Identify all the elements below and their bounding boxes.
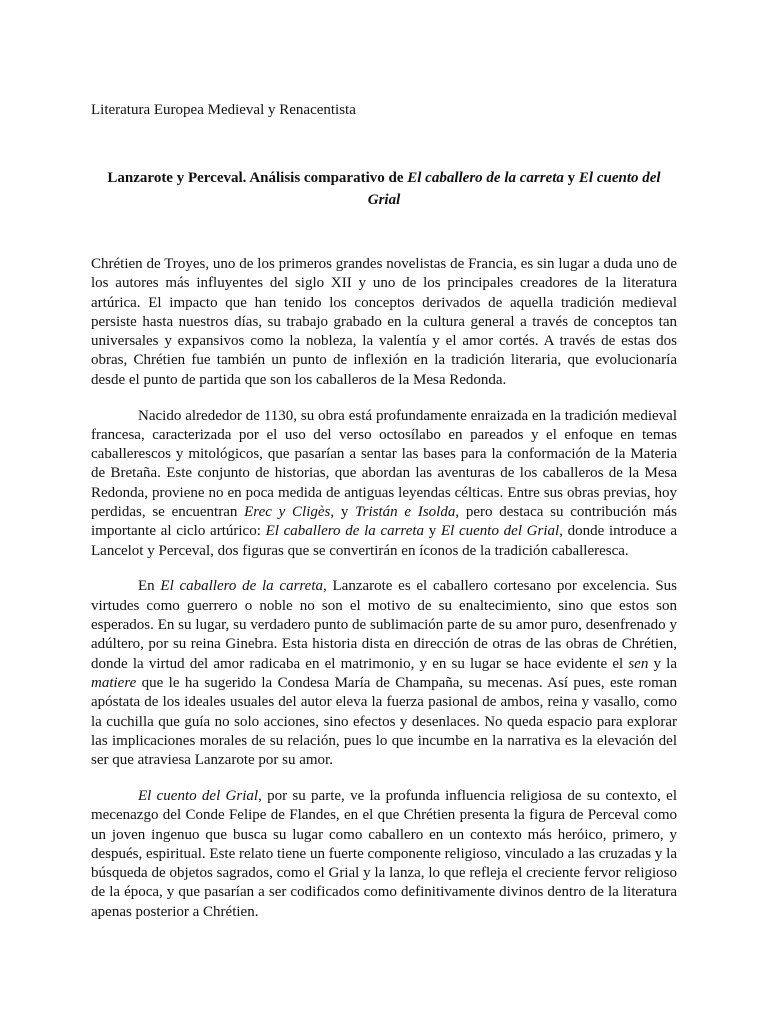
title-conjunction: y bbox=[563, 170, 579, 186]
title-work-carreta: El caballero de la carreta bbox=[407, 170, 564, 186]
term-matiere: matiere bbox=[91, 674, 137, 691]
paragraph-biography bbox=[91, 407, 677, 561]
term-sen: sen bbox=[628, 655, 649, 672]
paragraph-text: , y bbox=[330, 504, 356, 521]
title-text: Lanzarote y Perceval. Análisis comparativo de bbox=[107, 170, 408, 186]
work-title-tristan: Tristán e Isolda bbox=[355, 504, 456, 521]
paragraph-text: , por su parte, ve la profunda influencia religiosa de su contexto, el mecenazgo del Conde Felipe de Flandes, en el que Chrétien presenta la figura de Perceval como un joven ingenuo que busca su lugar como caballero en un contexto más heróico, primero, y después, espiritual. Este relato tiene un fuerte componente religioso, vinculado a las cruzadas y la búsqueda de objetos sagrados, como el Grial y la lanza, lo que refleja el creciente fervor religioso de la época, y que pasarían a ser codificados como definitivamente divinos dentro de la literatura apenas posterior a Chrétien. bbox=[91, 787, 677, 920]
paragraph-text: , donde introduce a Lancelot y Perceval, dos figuras que se convertirán en íconos de la tradición caballeresca. bbox=[91, 523, 678, 559]
document-title bbox=[91, 167, 677, 211]
paragraph-text: Nacido alrededor de 1130, su obra está profundamente enraizada en la tradición medieval francesa, caracterizada por el uso del verso octosílabo en pareados y el enfoque en temas caballerescos y mitológicos, que pasarían a sentar las bases para la conformación de la Materia de Bretaña. Este conjunto de historias, que abordan las aventuras de los caballeros de la Mesa Redonda, proviene no en poca medida de antiguas leyendas célticas. Entre sus obras previas, hoy perdidas, se encuentran bbox=[91, 407, 677, 521]
paragraph-text: que le ha sugerido la Condesa María de Champaña, su mecenas. Así pues, este roman apóstata de los ideales usuales del autor eleva la fuerza pasional de ambos, reina y vasallo, como la cuchilla que guía no solo acciones, sino efectos y desenlaces. No queda espacio para explorar las implicaciones morales de su relación, pues lo que incumbe en la narrativa es la elevación del ser que atraviesa Lanzarote por su amor. bbox=[91, 674, 677, 769]
paragraph-intro: Chrétien de Troyes, uno de los primeros grandes novelistas de Francia, es sin lugar a duda uno de los autores más influyentes del siglo XII y uno de los principales creadores de la literatura artúrica. El impacto que han tenido los conceptos derivados de aquella tradición medieval persiste hasta nuestros días, su trabajo grabado en la cultura general a través de conceptos tan universales y expansivos como la nobleza, la valentía y el amor cortés. A través de estas dos obras, Chrétien fue también un punto de inflexión en la tradición literaria, que evolucionaría desde el punto de partida que son los caballeros de la Mesa Redonda. bbox=[91, 256, 677, 388]
course-name: Literatura Europea Medieval y Renacentista bbox=[91, 102, 356, 118]
paragraph-text: y bbox=[424, 523, 441, 540]
title-work-grial: El cuento del Grial bbox=[367, 170, 661, 208]
work-title-erec: Erec y Cligès bbox=[244, 504, 331, 521]
paragraph-text: y la bbox=[648, 655, 677, 672]
work-title-carreta: El caballero de la carreta bbox=[265, 523, 425, 540]
paragraph-text: En bbox=[138, 578, 161, 595]
work-title-grial: El cuento del Grial bbox=[440, 523, 560, 540]
paragraph-text: , Lanzarote es el caballero cortesano por excelencia. Sus virtudes como guerrero o noble no son el motivo de su enaltecimiento, sino que estos son esperados. En su lugar, su verdadero punto de sublimación parte de su amor puro, desenfrenado y adúltero, por su reina Ginebra. Esta historia dista en dirección de otras de las obras de Chrétien, donde la virtud del amor radicaba en el matrimonio, y en su lugar se hace evidente el bbox=[91, 578, 678, 672]
work-title-carreta: El caballero de la carreta bbox=[160, 578, 324, 595]
paragraph-lanzarote bbox=[91, 577, 677, 770]
paragraph-text: , pero destaca su contribución más importante al ciclo artúrico: bbox=[91, 504, 677, 540]
document-body bbox=[91, 255, 677, 939]
work-title-grial: El cuento del Grial bbox=[138, 787, 259, 804]
paragraph-perceval bbox=[91, 787, 677, 922]
